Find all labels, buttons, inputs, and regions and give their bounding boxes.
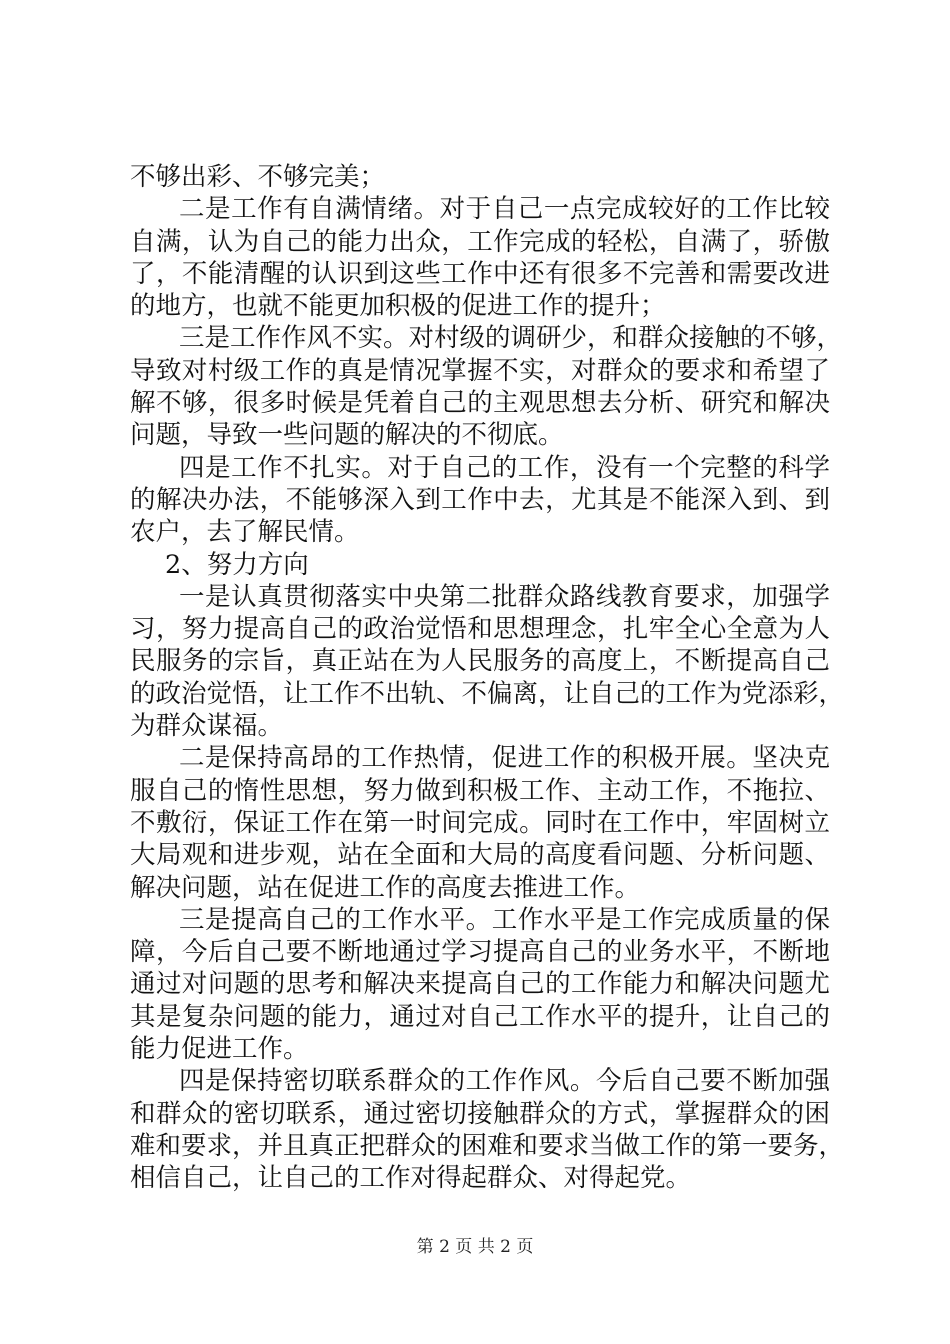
page-footer bbox=[0, 1232, 950, 1257]
text-line: 三是工作作风不实。对村级的调研少，和群众接触的不够， bbox=[179, 323, 843, 354]
text-line: 农户，去了解民情。 bbox=[130, 517, 360, 548]
text-line: 导致对村级工作的真是情况掌握不实，对群众的要求和希望了 bbox=[130, 355, 830, 386]
text-line: 一是认真贯彻落实中央第二批群众路线教育要求，加强学 bbox=[179, 581, 830, 612]
text-line: 为群众谋福。 bbox=[130, 711, 284, 742]
text-line: 解不够，很多时候是凭着自己的主观思想去分析、研究和解决 bbox=[130, 388, 830, 419]
document-body bbox=[130, 161, 845, 1195]
text-line: 通过对问题的思考和解决来提高自己的工作能力和解决问题尤 bbox=[130, 969, 830, 1000]
text-line: 习，努力提高自己的政治觉悟和思想理念，扎牢全心全意为人 bbox=[130, 614, 830, 645]
text-line: 能力促进工作。 bbox=[130, 1034, 309, 1065]
text-line: 和群众的密切联系，通过密切接触群众的方式，掌握群众的困 bbox=[130, 1098, 830, 1129]
text-line: 二是保持高昂的工作热情，促进工作的积极开展。坚决克 bbox=[179, 743, 830, 774]
text-line: 相信自己，让自己的工作对得起群众、对得起党。 bbox=[130, 1163, 692, 1194]
text-line: 不够出彩、不够完美； bbox=[130, 162, 386, 192]
text-line: 四是工作不扎实。对于自己的工作，没有一个完整的科学 bbox=[179, 452, 830, 483]
text-line: 自满，认为自己的能力出众，工作完成的轻松，自满了，骄傲 bbox=[130, 226, 830, 257]
text-line: 的地方，也就不能更加积极的促进工作的提升； bbox=[130, 291, 666, 322]
text-line: 二是工作有自满情绪。对于自己一点完成较好的工作比较 bbox=[179, 194, 830, 225]
text-line: 难和要求，并且真正把群众的困难和要求当做工作的第一要务， bbox=[130, 1130, 845, 1161]
text-line: 2、努力方向 bbox=[165, 549, 309, 580]
text-line: 障，今后自己要不断地通过学习提高自己的业务水平，不断地 bbox=[130, 937, 830, 968]
text-line: 四是保持密切联系群众的工作作风。今后自己要不断加强 bbox=[179, 1066, 830, 1097]
text-line: 其是复杂问题的能力，通过对自己工作水平的提升，让自己的 bbox=[130, 1001, 830, 1032]
text-line: 服自己的惰性思想，努力做到积极工作、主动工作，不拖拉、 bbox=[130, 775, 830, 806]
text-line: 的政治觉悟，让工作不出轨、不偏离，让自己的工作为党添彩， bbox=[130, 678, 845, 709]
text-line: 不敷衍，保证工作在第一时间完成。同时在工作中，牢固树立 bbox=[130, 807, 830, 838]
text-line: 了，不能清醒的认识到这些工作中还有很多不完善和需要改进 bbox=[130, 258, 830, 289]
text-line: 问题，导致一些问题的解决的不彻底。 bbox=[130, 420, 564, 451]
text-line: 解决问题，站在促进工作的高度去推进工作。 bbox=[130, 872, 641, 903]
text-line: 的解决办法，不能够深入到工作中去，尤其是不能深入到、到 bbox=[130, 484, 830, 515]
page-number-label: 第 2 页 共 2 页 bbox=[416, 1237, 534, 1257]
text-line: 民服务的宗旨，真正站在为人民服务的高度上，不断提高自己 bbox=[130, 646, 830, 677]
text-line: 三是提高自己的工作水平。工作水平是工作完成质量的保 bbox=[179, 904, 830, 935]
text-line: 大局观和进步观，站在全面和大局的高度看问题、分析问题、 bbox=[130, 840, 830, 871]
